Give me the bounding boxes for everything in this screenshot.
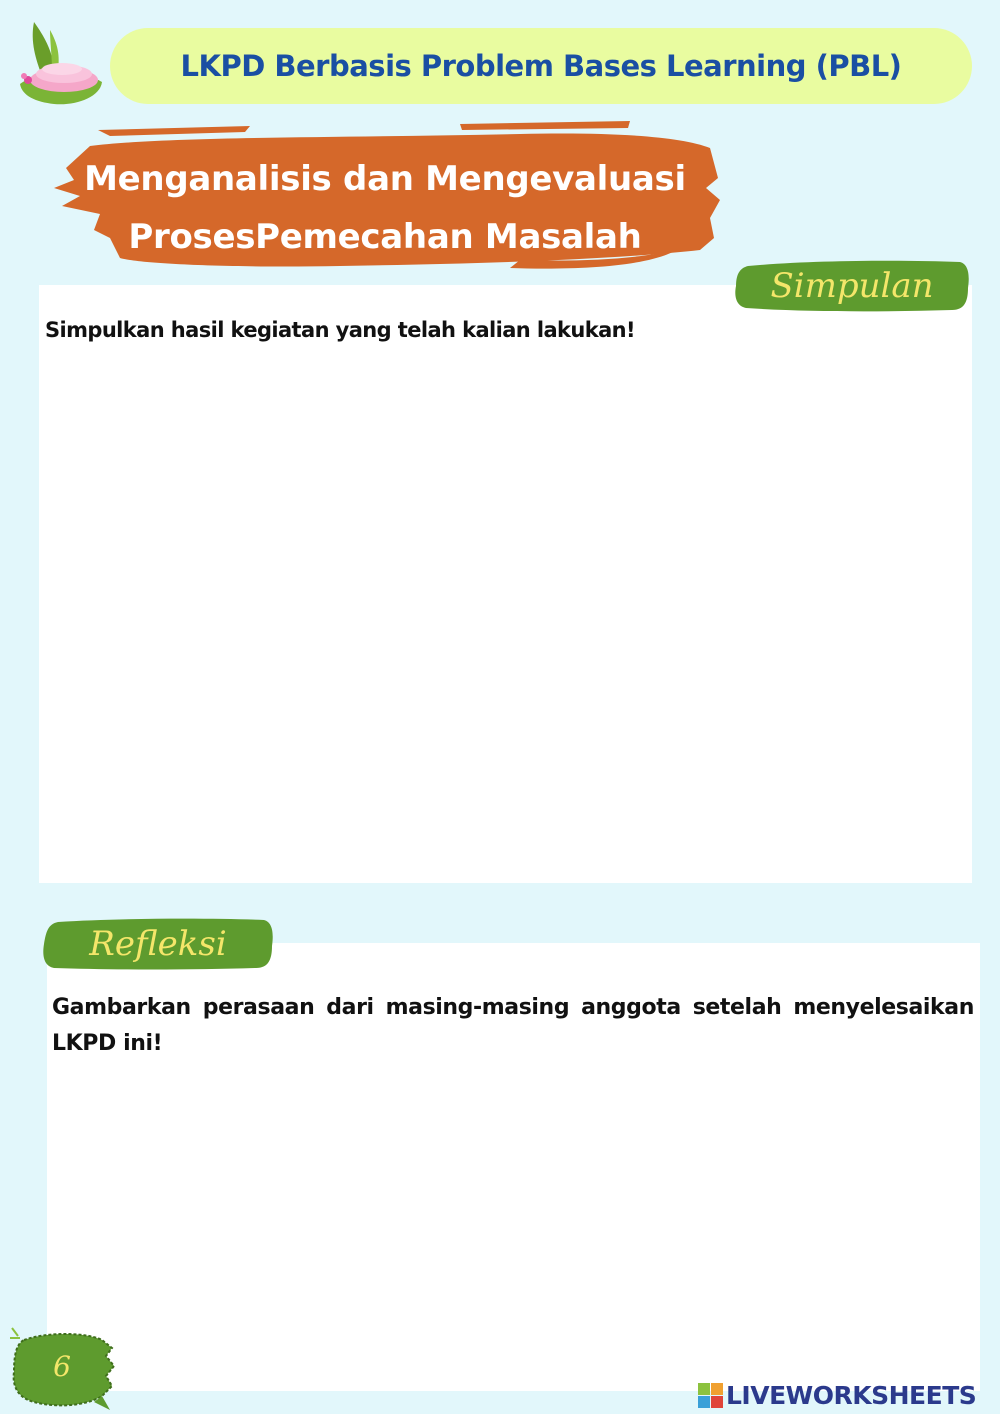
simpulan-tab-label: Simpulan [770,266,934,306]
simpulan-tab [734,258,970,314]
banner-heading [60,150,710,266]
refleksi-prompt: Gambarkan perasaan dari masing-masing anggota setelah menyelesaikan LKPD ini! [52,995,974,1056]
banner-line-2: ProsesPemecahan Masalah [128,217,642,257]
kue-pancong-icon [14,16,106,108]
liveworksheets-logo[interactable] [698,1378,976,1412]
page-number: 6 [53,1350,71,1383]
liveworksheets-icon [698,1383,723,1408]
refleksi-tab-label: Refleksi [89,924,227,964]
page-title: LKPD Berbasis Problem Bases Learning (PBL) [180,49,902,83]
banner-line-1: Menganalisis dan Mengevaluasi [84,159,686,199]
simpulan-answer-area[interactable] [39,285,972,883]
simpulan-prompt: Simpulkan hasil kegiatan yang telah kalian lakukan! [45,318,636,342]
brand-name: LIVEWORKSHEETS [726,1380,977,1410]
refleksi-tab [42,916,274,972]
header-bar [110,28,972,104]
